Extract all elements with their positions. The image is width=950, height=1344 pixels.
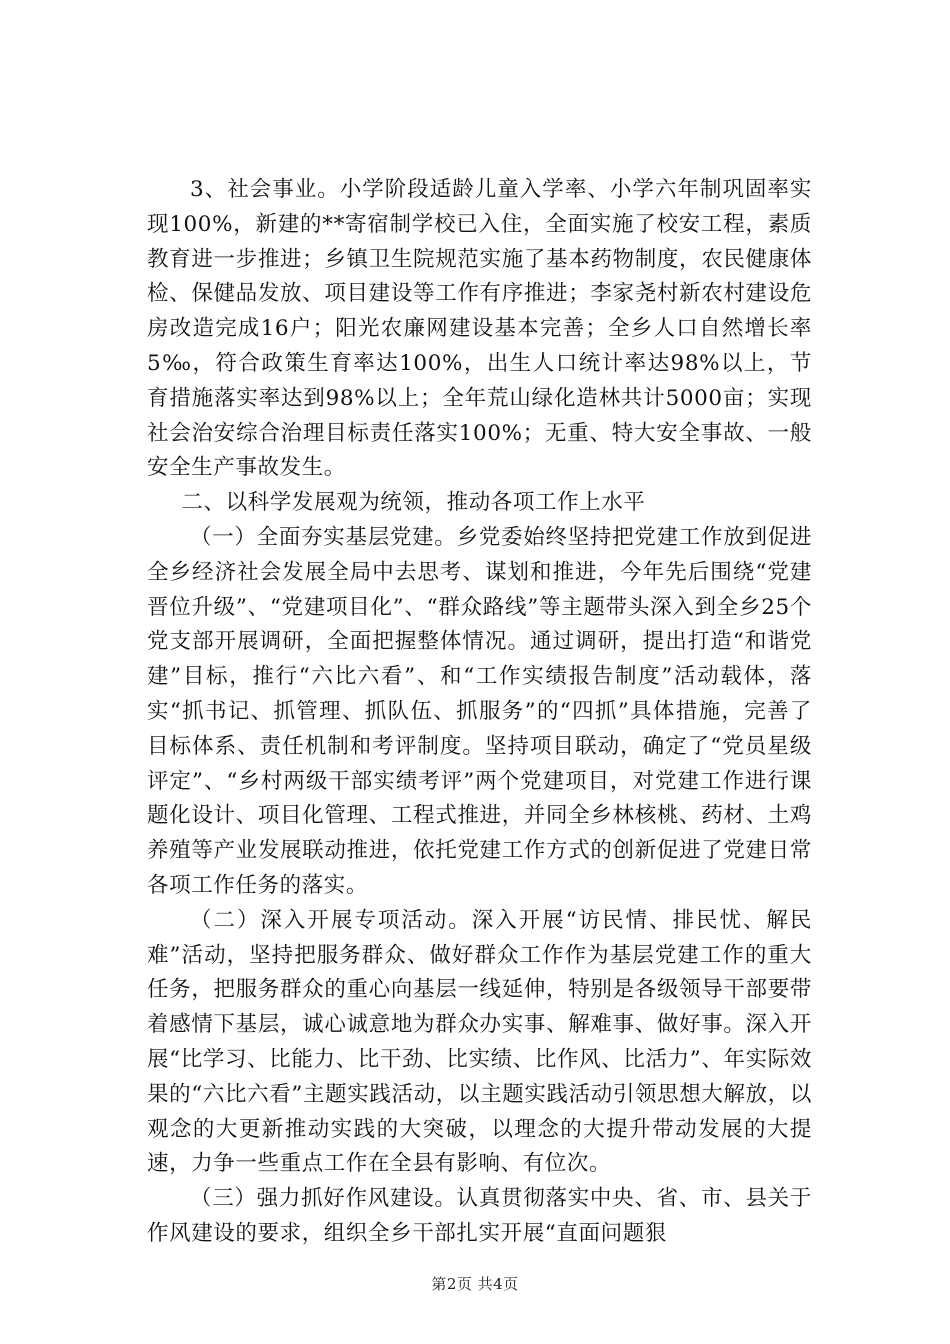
paragraph-party-building: （一）全面夯实基层党建。乡党委始终坚持把党建工作放到促进全乡经济社会发展全局中去思考、谋划和推进，今年先后围绕“党建晋位升级”、“党建项目化”、“群众路线”等主题带头深入到全乡25个党支部开展调研，全面把握整体情况。通过调研，提出打造“和谐党建”目标，推行“六比六看”、和“工作实绩报告制度”活动载体，落实“抓书记、抓管理、抓队伍、抓服务”的“四抓”具体措施，完善了目标体系、责任机制和考评制度。坚持项目联动，确定了“党员星级评定”、“乡村两级干部实绩考评”两个党建项目，对党建工作进行课题化设计、项目化管理、工程式推进，并同全乡林核桃、药材、土鸡养殖等产业发展联动推进，依托党建工作方式的创新促进了党建日常各项工作任务的落实。 xyxy=(147,524,812,898)
section-heading: 二、以科学发展观为统领，推动各项工作上水平 xyxy=(181,490,646,516)
paragraph-social-affairs: 3、社会事业。小学阶段适龄儿童入学率、小学六年制巩固率实现100%，新建的**寄宿制学校已入住，全面实施了校安工程，素质教育进一步推进；乡镇卫生院规范实施了基本药物制度，农民健康体检、保健品发放、项目建设等工作有序推进；李家尧村新农村建设危房改造完成16户；阳光农廉网建设基本完善；全乡人口自然增长率5‰，符合政策生育率达100%，出生人口统计率达98%以上，节育措施落实率达到98%以上；全年荒山绿化造林共计5000亩；实现社会治安综合治理目标责任落实100%；无重、特大安全事故、一般安全生产事故发生。 xyxy=(147,177,812,481)
paragraph-special-activities: （二）深入开展专项活动。深入开展“访民情、排民忧、解民难”活动，坚持把服务群众、做好群众工作作为基层党建工作的重大任务，把服务群众的重心向基层一线延伸，特别是各级领导干部要带着感情下基层，诚心诚意地为群众办实事、解难事、做好事。深入开展“比学习、比能力、比干劲、比实绩、比作风、比活力”、年实际效果的“六比六看”主题实践活动，以主题实践活动引领思想大解放，以观念的大更新推动实践的大突破，以理念的大提升带动发展的大提速，力争一些重点工作在全县有影响、有位次。 xyxy=(147,907,812,1177)
page-footer: 第2页 共4页 xyxy=(431,1275,519,1293)
document-body xyxy=(147,173,812,1252)
paragraph-work-style: （三）强力抓好作风建设。认真贯彻落实中央、省、市、县关于作风建设的要求，组织全乡干部扎实开展“直面问题狠 xyxy=(147,1186,812,1246)
